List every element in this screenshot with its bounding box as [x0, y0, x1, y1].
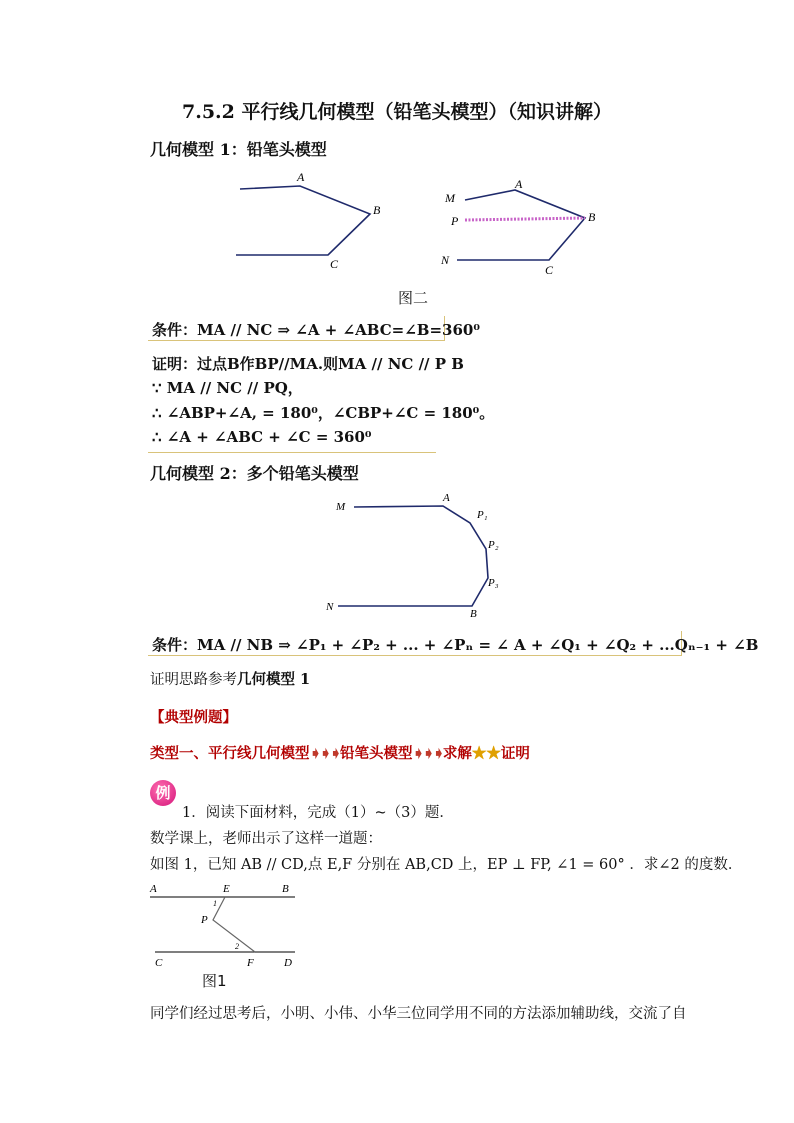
angle-2-label: 2 — [235, 942, 239, 951]
proof-hint-bold: 几何模型 1 — [237, 671, 311, 688]
label-P3: P₃ — [488, 577, 499, 589]
label-B: B — [282, 883, 289, 895]
example-badge: 例 — [150, 780, 176, 806]
label-N: N — [441, 253, 450, 267]
label-P: P — [201, 914, 208, 926]
label-M: M — [445, 191, 455, 205]
star-icon: ★★ — [471, 745, 501, 762]
label-P1: P₁ — [477, 509, 488, 521]
pencil-head-figure-1 — [230, 170, 400, 275]
proof-line-1: 证明：过点B作BP//MA.则MA // NC // P B — [152, 355, 464, 373]
multi-pencil-head-figure — [320, 488, 520, 618]
label-A: A — [297, 170, 305, 184]
figure-caption: 图二 — [398, 289, 429, 307]
label-N: N — [326, 601, 334, 613]
label-P: P — [451, 214, 459, 228]
problem-figure-caption: 图1 — [202, 972, 227, 990]
label-A: A — [515, 177, 523, 191]
type-line-part1: 类型一、平行线几何模型 — [150, 745, 310, 762]
proof-hint — [150, 668, 310, 689]
examples-header: 【典型例题】 — [150, 709, 237, 726]
problem-line-4: 同学们经过思考后，小明、小伟、小华三位同学用不同的方法添加辅助线，交流了自 — [150, 1006, 687, 1022]
label-F: F — [247, 957, 254, 969]
pencil-head-figure-2 — [435, 172, 615, 282]
arrow-icon: ➧➧➧ — [309, 745, 340, 762]
type-line-part3: 求解 — [442, 745, 472, 762]
label-A: A — [443, 492, 450, 504]
label-B: B — [588, 210, 596, 224]
model2-heading: 几何模型 2：多个铅笔头模型 — [150, 464, 359, 483]
arrow-icon: ➧➧➧ — [412, 745, 443, 762]
proof-line-4: ∴ ∠A + ∠ABC + ∠C = 360⁰ — [152, 428, 372, 446]
type-line-part2: 铅笔头模型 — [339, 745, 413, 762]
label-C: C — [545, 263, 554, 277]
model1-condition: 条件：MA // NC ⇒ ∠A + ∠ABC=∠B=360⁰ — [152, 321, 480, 339]
problem-line-1: 1．阅读下面材料，完成（1）~（3）题． — [182, 805, 454, 821]
angle-1-label: 1 — [213, 899, 217, 908]
label-D: D — [284, 957, 292, 969]
problem-line-2: 数学课上，老师出示了这样一道题： — [150, 831, 382, 847]
label-E: E — [223, 883, 230, 895]
label-M: M — [336, 501, 346, 513]
page-title: 7.5.2 平行线几何模型（铅笔头模型）（知识讲解） — [181, 101, 612, 123]
label-P2: P₂ — [488, 539, 499, 551]
label-C: C — [155, 957, 163, 969]
type-line — [150, 742, 530, 763]
model2-condition: 条件：MA // NB ⇒ ∠P₁ + ∠P₂ + ... + ∠Pₙ = ∠ A + ∠Q₁ + ∠Q₂ + ...Qₙ₋₁ + ∠B — [152, 636, 759, 654]
label-A: A — [150, 883, 157, 895]
proof-line-3: ∴ ∠ABP+∠A, = 180⁰，∠CBP+∠C = 180⁰。 — [152, 404, 495, 422]
label-B: B — [470, 608, 477, 618]
type-line-part4: 证明 — [500, 745, 530, 762]
label-B: B — [373, 203, 381, 217]
problem-figure-1 — [145, 880, 305, 970]
problem-line-3: 如图 1，已知 AB // CD,点 E,F 分别在 AB,CD 上，EP ⊥ FP, ∠1 = 60° ．求∠2 的度数． — [150, 857, 743, 873]
proof-line-2: ∵ MA // NC // PQ， — [152, 379, 303, 397]
model1-heading: 几何模型 1：铅笔头模型 — [150, 140, 327, 159]
label-C: C — [330, 257, 339, 271]
proof-hint-prefix: 证明思路参考 — [150, 672, 237, 688]
